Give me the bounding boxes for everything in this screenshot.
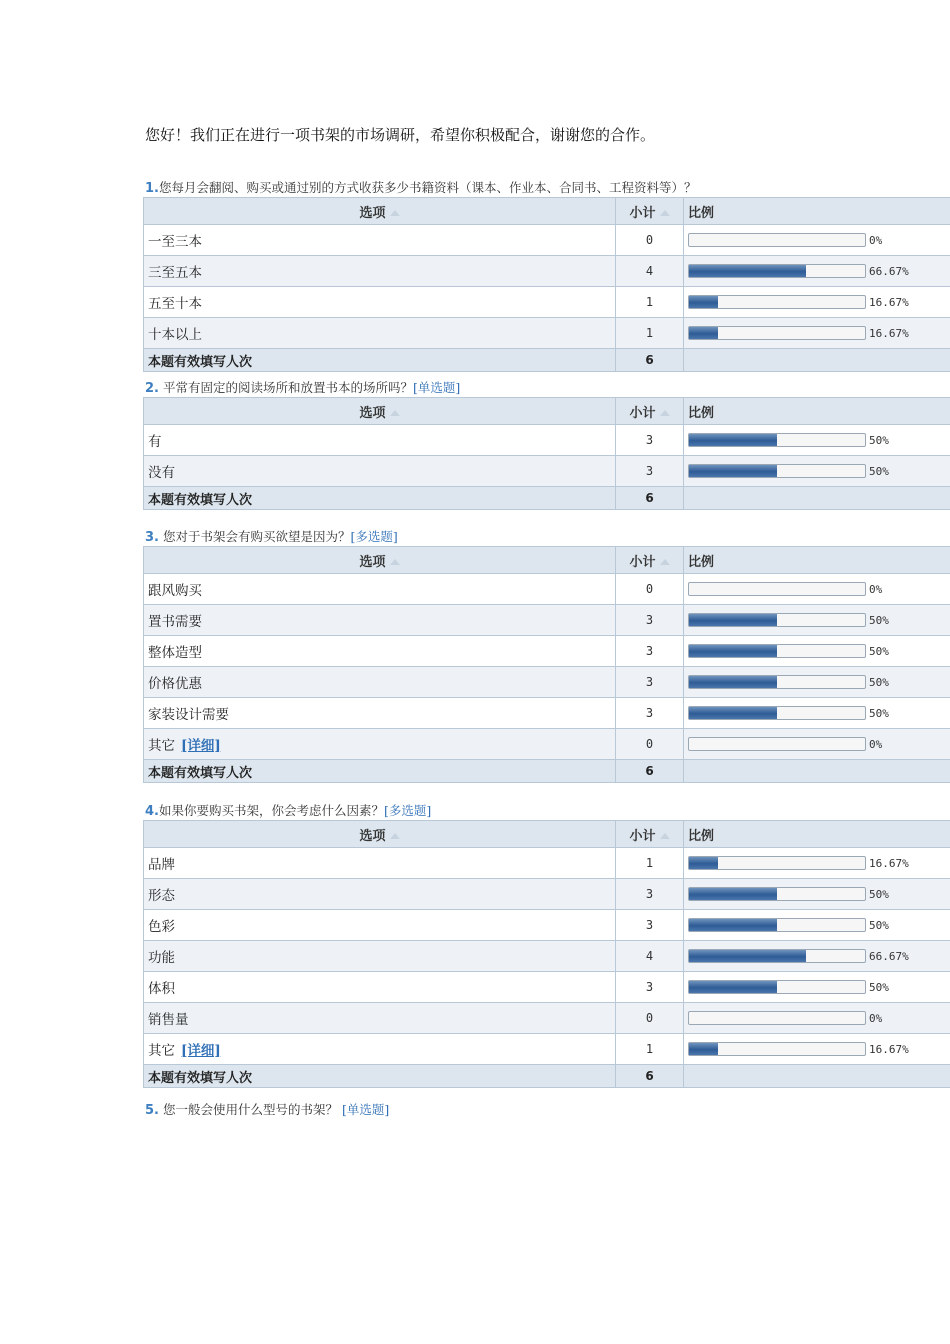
percent-bar-fill [689,645,777,657]
percent-text: 0% [869,233,883,247]
percent-bar [688,1011,866,1025]
count-header-label: 小计 [629,405,656,421]
option-count: 3 [616,910,684,941]
table-row [144,605,950,636]
percent-bar [688,918,866,932]
option-percent [684,972,950,1003]
option-header[interactable] [144,821,616,848]
percent-bar-fill [689,614,777,626]
option-percent [684,848,950,879]
question-title [145,378,460,396]
count-header-label: 小计 [629,554,656,570]
option-header-label: 选项 [359,828,386,844]
percent-text: 50% [869,918,889,932]
option-header[interactable] [144,198,616,225]
sort-icon[interactable] [660,833,670,839]
option-percent [684,574,950,605]
percent-bar-fill [689,434,777,446]
option-text: 有 [148,434,162,450]
percent-bar [688,706,866,720]
option-count: 1 [616,287,684,318]
option-text: 家装设计需要 [148,707,229,723]
count-header[interactable] [616,198,684,225]
total-count: 6 [616,760,684,783]
option-label [144,667,616,698]
table-row [144,456,950,487]
percent-text: 0% [869,737,883,751]
percent-bar [688,949,866,963]
percent-bar [688,980,866,994]
option-count: 3 [616,972,684,1003]
percent-bar [688,326,866,340]
percent-bar [688,887,866,901]
option-text: 价格优惠 [148,676,202,692]
table-row [144,848,950,879]
percent-text: 50% [869,887,889,901]
count-header-label: 小计 [629,828,656,844]
percent-text: 50% [869,706,889,720]
table-row [144,225,950,256]
percent-bar-fill [689,265,806,277]
option-text: 体积 [148,981,175,997]
option-text: 没有 [148,465,175,481]
sort-icon[interactable] [390,833,400,839]
table-row [144,318,950,349]
option-text: 其它 [148,738,175,754]
question-text: 您对于书架会有购买欲望是因为？ [158,529,351,544]
survey-intro: 您好！我们正在进行一项书架的市场调研，希望你积极配合，谢谢您的合作。 [145,126,656,144]
option-count: 0 [616,1003,684,1034]
option-text: 销售量 [148,1012,189,1028]
percent-bar [688,737,866,751]
table-row [144,729,950,760]
percent-bar [688,582,866,596]
detail-link[interactable]: [详细] [181,738,221,754]
option-label [144,256,616,287]
option-label [144,605,616,636]
table-row [144,287,950,318]
percent-text: 50% [869,644,889,658]
total-label: 本题有效填写人次 [144,1065,616,1088]
percent-bar [688,264,866,278]
sort-icon[interactable] [390,410,400,416]
percent-text: 16.67% [869,1042,909,1056]
table-row [144,941,950,972]
percent-bar-fill [689,707,777,719]
option-text: 色彩 [148,919,175,935]
percent-text: 66.67% [869,949,909,963]
total-blank [684,1065,950,1088]
sort-icon[interactable] [660,559,670,565]
count-header[interactable] [616,547,684,574]
option-count: 1 [616,848,684,879]
total-row [144,760,950,783]
percent-bar [688,1042,866,1056]
option-percent [684,1034,950,1065]
percent-header: 比例 [684,198,950,225]
table-row [144,698,950,729]
option-text: 功能 [148,950,175,966]
percent-bar [688,433,866,447]
option-text: 跟风购买 [148,583,202,599]
option-count: 4 [616,941,684,972]
option-count: 3 [616,879,684,910]
detail-link[interactable]: [详细] [181,1043,221,1059]
option-text: 三至五本 [148,265,202,281]
option-label [144,1034,616,1065]
percent-bar [688,613,866,627]
question-number: 2. [145,381,159,396]
percent-text: 50% [869,980,889,994]
option-label [144,225,616,256]
table-row [144,1003,950,1034]
option-text: 整体造型 [148,645,202,661]
question-text: 如果你要购买书架，你会考虑什么因素？ [158,803,384,818]
total-count: 6 [616,487,684,510]
option-label [144,910,616,941]
question-title [145,178,697,196]
percent-bar-fill [689,950,806,962]
option-count: 0 [616,729,684,760]
option-header[interactable] [144,547,616,574]
total-row [144,487,950,510]
option-text: 置书需要 [148,614,202,630]
total-blank [684,487,950,510]
option-label [144,698,616,729]
question-title [145,527,398,545]
percent-bar [688,464,866,478]
option-count: 1 [616,318,684,349]
percent-text: 50% [869,613,889,627]
question-text: 您一般会使用什么型号的书架？ [158,1102,342,1117]
table-row [144,574,950,605]
option-percent [684,729,950,760]
percent-bar [688,644,866,658]
question-type-tag[interactable]: [单选题] [412,380,461,395]
percent-bar-fill [689,296,718,308]
percent-text: 50% [869,675,889,689]
option-count: 3 [616,698,684,729]
option-percent [684,698,950,729]
percent-bar-fill [689,676,777,688]
percent-bar-fill [689,888,777,900]
option-count: 4 [616,256,684,287]
count-header-label: 小计 [629,205,656,221]
option-header-label: 选项 [359,405,386,421]
sort-icon[interactable] [390,210,400,216]
option-label [144,425,616,456]
option-label [144,574,616,605]
count-header[interactable] [616,398,684,425]
option-count: 3 [616,636,684,667]
option-count: 0 [616,225,684,256]
option-percent [684,941,950,972]
question-number: 3. [145,530,159,545]
result-table [143,397,950,510]
option-percent [684,425,950,456]
question-title [145,801,431,819]
option-count: 3 [616,425,684,456]
option-text: 品牌 [148,857,175,873]
percent-bar [688,856,866,870]
option-percent [684,879,950,910]
table-row [144,972,950,1003]
percent-text: 0% [869,582,883,596]
table-row [144,910,950,941]
percent-bar [688,675,866,689]
option-count: 1 [616,1034,684,1065]
percent-text: 66.67% [869,264,909,278]
table-row [144,636,950,667]
total-label: 本题有效填写人次 [144,349,616,372]
option-label [144,456,616,487]
sort-icon[interactable] [390,559,400,565]
total-count: 6 [616,349,684,372]
option-percent [684,456,950,487]
option-label [144,1003,616,1034]
percent-text: 0% [869,1011,883,1025]
option-percent [684,225,950,256]
option-text: 其它 [148,1043,175,1059]
question-number: 5. [145,1103,159,1118]
sort-icon[interactable] [660,210,670,216]
percent-bar [688,233,866,247]
percent-header: 比例 [684,398,950,425]
sort-icon[interactable] [660,410,670,416]
percent-bar-fill [689,465,777,477]
total-row [144,1065,950,1088]
question-type-tag[interactable]: [多选题] [384,803,432,818]
table-row [144,667,950,698]
percent-text: 16.67% [869,295,909,309]
percent-bar-fill [689,919,777,931]
total-blank [684,349,950,372]
option-text: 形态 [148,888,175,904]
result-table [143,546,950,783]
option-label [144,287,616,318]
question-text: 您每月会翻阅、购买或通过别的方式收获多少书籍资料（课本、作业本、合同书、工程资料等）？ [158,180,697,195]
option-percent [684,605,950,636]
option-label [144,879,616,910]
option-percent [684,318,950,349]
option-header[interactable] [144,398,616,425]
option-header-label: 选项 [359,205,386,221]
question-text: 平常有固定的阅读场所和放置书本的场所吗？ [158,380,413,395]
option-percent [684,636,950,667]
total-label: 本题有效填写人次 [144,487,616,510]
count-header[interactable] [616,821,684,848]
option-count: 0 [616,574,684,605]
option-label [144,972,616,1003]
total-label: 本题有效填写人次 [144,760,616,783]
question-type-tag[interactable]: [单选题] [341,1102,390,1117]
total-count: 6 [616,1065,684,1088]
percent-text: 16.67% [869,326,909,340]
option-percent [684,256,950,287]
question-title [145,1100,389,1118]
percent-bar-fill [689,857,718,869]
total-row [144,349,950,372]
percent-bar-fill [689,327,718,339]
option-header-label: 选项 [359,554,386,570]
option-count: 3 [616,605,684,636]
table-row [144,256,950,287]
option-percent [684,287,950,318]
percent-text: 16.67% [869,856,909,870]
result-table [143,820,950,1088]
percent-bar-fill [689,1043,718,1055]
option-percent [684,667,950,698]
option-count: 3 [616,667,684,698]
table-row [144,425,950,456]
percent-bar-fill [689,981,777,993]
percent-bar [688,295,866,309]
option-text: 十本以上 [148,327,202,343]
percent-text: 50% [869,464,889,478]
table-row [144,879,950,910]
question-type-tag[interactable]: [多选题] [350,529,398,544]
table-row [144,1034,950,1065]
option-label [144,318,616,349]
option-label [144,941,616,972]
option-percent [684,910,950,941]
question-number: 1. [145,181,159,196]
percent-text: 50% [869,433,889,447]
option-percent [684,1003,950,1034]
question-number: 4. [145,804,159,819]
option-text: 五至十本 [148,296,202,312]
percent-header: 比例 [684,821,950,848]
option-label [144,848,616,879]
result-table [143,197,950,372]
option-count: 3 [616,456,684,487]
total-blank [684,760,950,783]
option-label [144,729,616,760]
option-label [144,636,616,667]
option-text: 一至三本 [148,234,202,250]
percent-header: 比例 [684,547,950,574]
